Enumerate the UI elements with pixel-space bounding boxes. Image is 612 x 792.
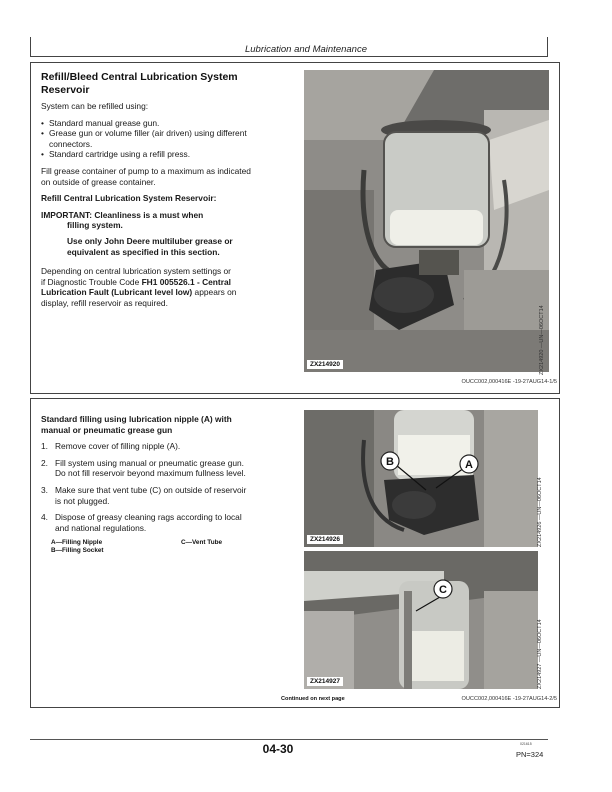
photo2-code: ZX214927 —UN—06OCT14 (537, 619, 543, 689)
legend-b: B—Filling Socket (51, 547, 104, 555)
filling-nipple-illustration (304, 410, 538, 547)
step-text-cont: and national regulations. (55, 522, 147, 533)
legend (41, 539, 303, 559)
callout-c-label: C (439, 584, 447, 596)
page-number: 04-30 (262, 742, 294, 756)
important-text-3: Use only John Deere multiluber grease or (67, 235, 233, 246)
step-number: 2. (41, 457, 48, 468)
important-text-1: Cleanliness is a must when (94, 209, 204, 220)
list-item-text: Grease gun or volume filler (air driven) using different (49, 128, 247, 139)
important-label: IMPORTANT: (41, 209, 93, 220)
step-text-cont: Do not fill reservoir beyond maximum fullness level. (55, 468, 246, 479)
list-item: • Standard manual grease gun. (41, 118, 303, 129)
step-text-cont: is not plugged. (55, 495, 110, 506)
callout-a-label: A (465, 459, 473, 471)
important-notice (41, 210, 303, 257)
filling-steps-list (41, 441, 303, 533)
pn-number: PN=324 (516, 750, 544, 759)
section2-title (41, 414, 303, 435)
step-number: 1. (41, 441, 48, 452)
dtc-line2-pre: if Diagnostic Trouble Code (41, 276, 142, 287)
photo-id-label: ZX214920 (307, 360, 343, 369)
step-number: 4. (41, 512, 48, 523)
filling-nipple-photo (304, 410, 538, 547)
refill-methods-list (41, 118, 303, 160)
section2-title-line2: manual or pneumatic grease gun (41, 424, 173, 435)
section1-subhead: Refill Central Lubrication System Reservoir: (41, 193, 217, 204)
vent-tube-photo (304, 551, 538, 689)
dtc-line1: Depending on central lubrication system settings or (41, 266, 231, 277)
dtc-line4: display, refill reservoir as required. (41, 297, 168, 308)
important-text-4: equivalent as specified in this section. (67, 246, 220, 257)
section2-title-line1: Standard filling using lubrication nipple (A) with (41, 414, 232, 424)
section-standard-filling (30, 398, 560, 708)
vent-tube-illustration (304, 551, 538, 689)
step-number: 3. (41, 484, 48, 495)
list-item (41, 128, 303, 149)
dtc-line3-post: appears on (192, 287, 237, 298)
photo2-id-label: ZX214927 (307, 677, 343, 686)
step-text: Make sure that vent tube (C) on outside of reservoir (55, 484, 247, 495)
step-text: Dispose of greasy cleaning rags according to local (55, 512, 242, 523)
reservoir-photo (304, 70, 549, 372)
list-item: • Standard cartridge using a refill press. (41, 149, 303, 160)
section2-text (41, 414, 303, 559)
list-item (41, 458, 303, 479)
step-text: Fill system using manual or pneumatic grease gun. (55, 457, 244, 468)
photo-code: ZX214920 —UN—06OCT14 (539, 305, 545, 375)
section1-text (41, 71, 303, 309)
dtc-paragraph (41, 266, 303, 308)
dtc-line2 (41, 277, 303, 288)
footer-tiny-code: 021615 (520, 742, 532, 746)
section1-title-line2: Reservoir (41, 84, 90, 96)
photo1-id-label: ZX214926 (307, 535, 343, 544)
fill-text-line2: on outside of grease container. (41, 176, 156, 187)
list-item (41, 512, 303, 533)
list-item-text-cont: connectors. (49, 138, 93, 149)
dtc-line3 (41, 287, 303, 298)
page-header-title: Lubrication and Maintenance (244, 44, 367, 55)
section1-reference: OUCC002,000416E -19-27AUG14-1/5 (461, 379, 557, 385)
step-text: Remove cover of filling nipple (A). (55, 441, 181, 452)
list-item (41, 441, 303, 452)
legend-a: A—Filling Nipple (51, 539, 103, 547)
section1-title (41, 71, 303, 97)
section2-reference: OUCC002,000416E -19-27AUG14-2/5 (461, 696, 557, 702)
photo1-code: ZX214926 —UN—06OCT14 (537, 477, 543, 547)
fill-instruction (41, 166, 303, 187)
fill-text-line1: Fill grease container of pump to a maximum as indicated (41, 165, 251, 176)
dtc-fault-name: Lubrication Fault (Lubricant level low) (41, 287, 193, 298)
reservoir-photo-illustration (304, 70, 549, 372)
section1-intro: System can be refilled using: (41, 101, 149, 111)
list-item (41, 485, 303, 506)
section1-title-line1: Refill/Bleed Central Lubrication System (41, 71, 238, 83)
continued-note: Continued on next page (281, 696, 345, 702)
important-text-2: filling system. (67, 220, 123, 231)
legend-c: C—Vent Tube (181, 539, 223, 547)
dtc-code: FH1 005526.1 - Central (141, 276, 231, 287)
footer-divider (30, 739, 548, 740)
section-refill-reservoir (30, 62, 560, 394)
callout-b-label: B (386, 456, 394, 468)
